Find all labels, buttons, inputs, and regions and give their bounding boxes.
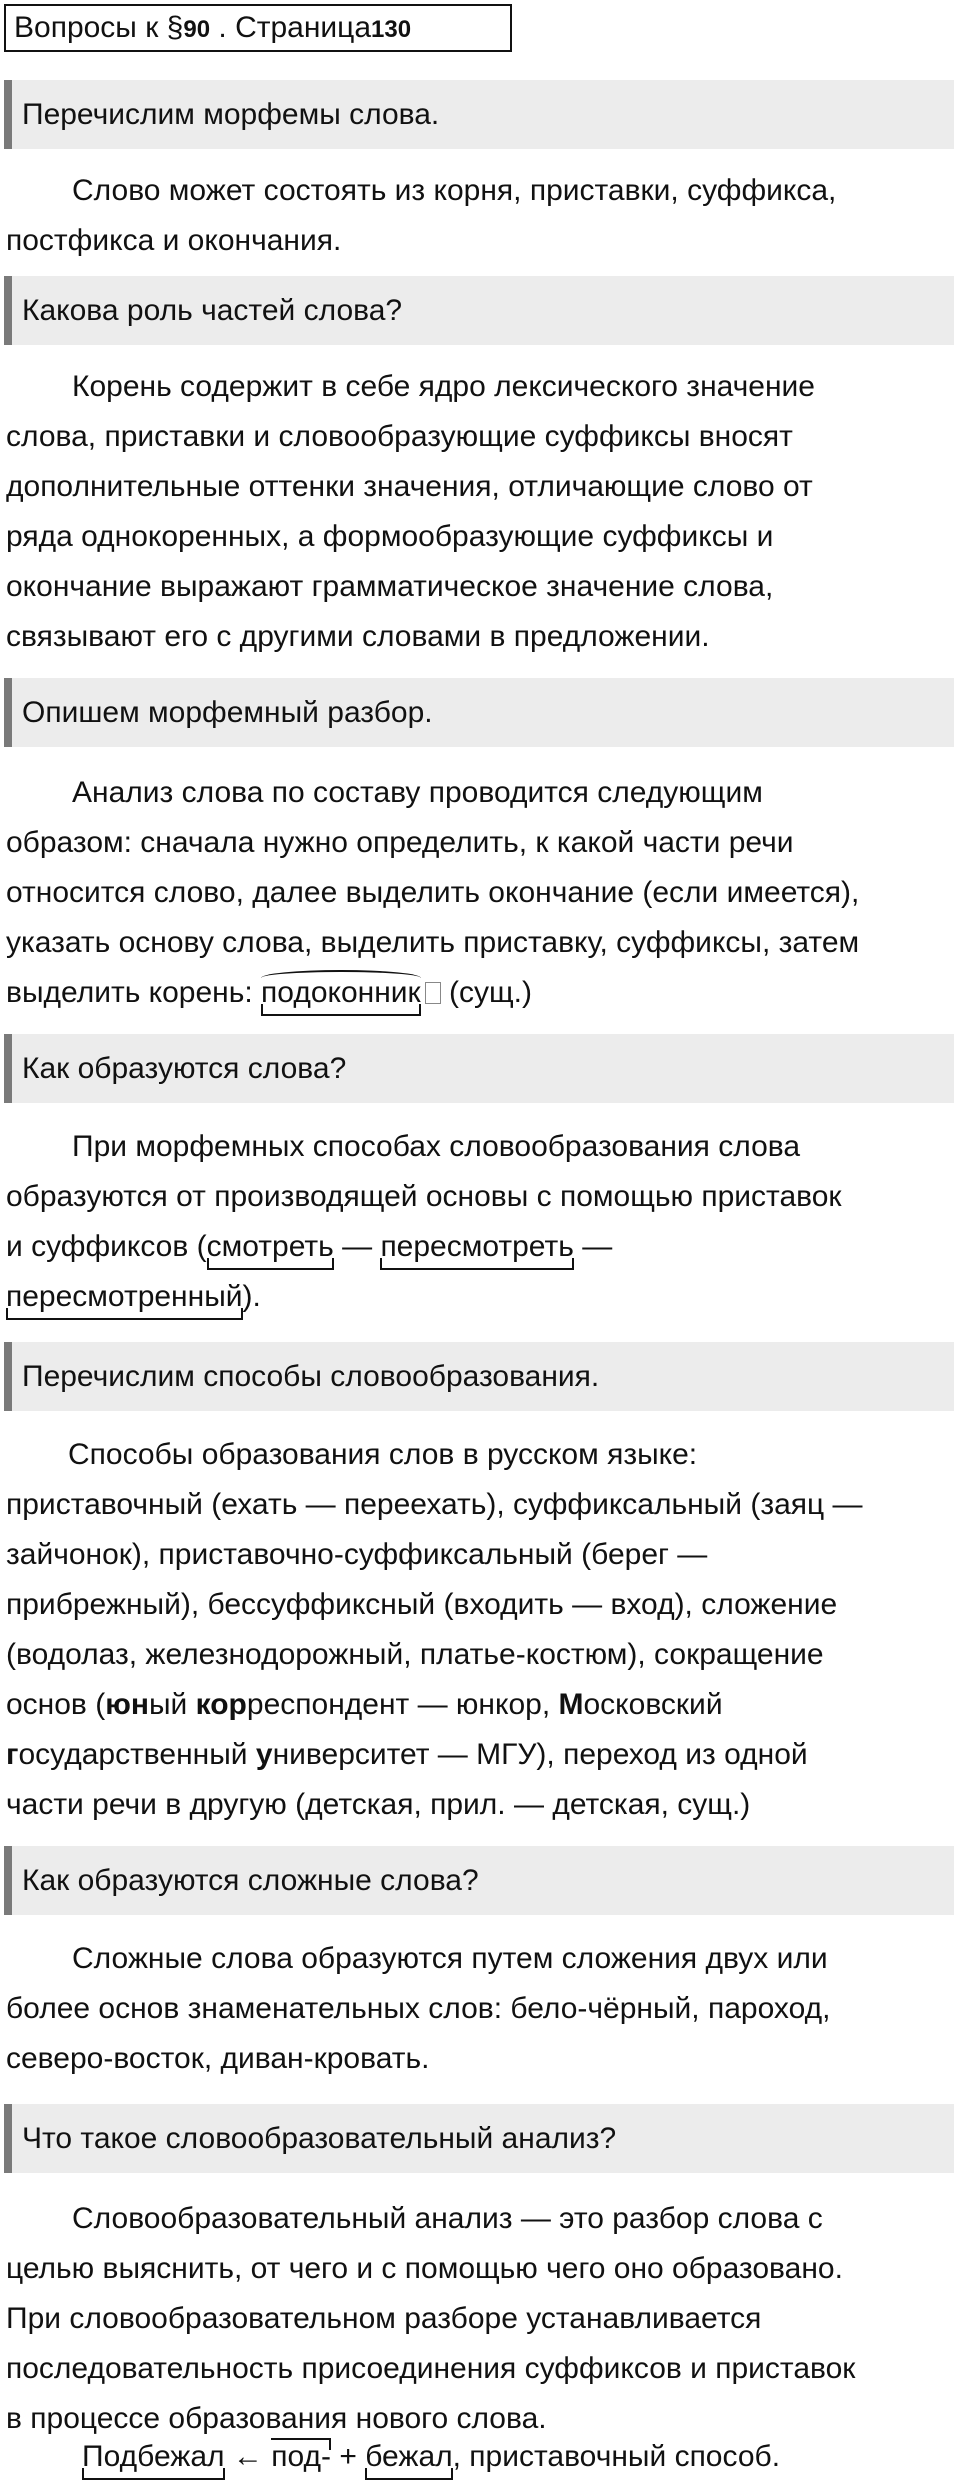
text-fragment: — — [333, 1230, 381, 1263]
text-fragment: (сущ.) — [440, 976, 533, 1009]
bold-fragment: М — [558, 1688, 584, 1721]
example-word: смотреть — [207, 1222, 334, 1272]
null-ending-icon — [425, 982, 441, 1004]
text-fragment: осударственный — [18, 1738, 256, 1771]
text-fragment: ый — [148, 1688, 196, 1721]
text-line: указать основу слова, выделить приставку, суффиксы, затем — [6, 926, 860, 959]
question-heading: Опишем морфемный разбор. — [4, 678, 954, 747]
text-line: (водолаз, железнодорожный, платье-костюм), сокращение — [6, 1638, 824, 1671]
text-line — [6, 1222, 954, 1272]
text-fragment: осковский — [583, 1688, 723, 1721]
text-line — [6, 968, 954, 1018]
text-line: прибрежный), бессуффиксный (входить — вход), сложение — [6, 1588, 838, 1621]
arrow-fragment: ← — [224, 2440, 272, 2473]
answer-paragraph — [6, 1122, 954, 1322]
text-line: целью выяснить, от чего и с помощью чего оно образовано. — [6, 2252, 843, 2285]
text-line: окончание выражают грамматическое значение слова, — [6, 570, 774, 603]
answer-paragraph — [6, 2194, 954, 2444]
header-prefix: Вопросы к § — [14, 11, 184, 44]
text-line: последовательность присоединения суффиксов и приставок — [6, 2352, 856, 2385]
question-heading: Перечислим способы словообразования. — [4, 1342, 954, 1411]
answer-paragraph — [6, 362, 954, 662]
text-line: части речи в другую (детская, прил. — детская, сущ.) — [6, 1788, 751, 1821]
bold-fragment: г — [6, 1738, 19, 1771]
text-line — [6, 1730, 954, 1780]
text-fragment: основ ( — [6, 1688, 106, 1721]
page-number: 130 — [371, 16, 412, 43]
text-line: более основ знаменательных слов: бело-чёрный, пароход, — [6, 1992, 831, 2025]
text-line: При морфемных способах словообразования слова — [72, 1130, 801, 1163]
section-number: 90 — [183, 16, 211, 43]
text-line — [6, 1680, 954, 1730]
text-line — [6, 1272, 954, 1322]
text-line: ряда однокоренных, а формообразующие суффиксы и — [6, 520, 774, 553]
text-line: Корень содержит в себе ядро лексического значение — [72, 370, 815, 403]
text-line: Словообразовательный анализ — это разбор слова с — [72, 2202, 823, 2235]
text-line: При словообразовательном разборе устанавливается — [6, 2302, 762, 2335]
text-line: дополнительные оттенки значения, отличающие слово от — [6, 470, 813, 503]
answer-paragraph — [6, 1430, 954, 1830]
text-fragment: ). — [242, 1280, 261, 1313]
derivation-example — [6, 2432, 954, 2482]
text-line: слова, приставки и словообразующие суффиксы вносят — [6, 420, 793, 453]
text-line: приставочный (ехать — переехать), суффиксальный (заяц — — [6, 1488, 863, 1521]
text-line: образом: сначала нужно определить, к какой части речи — [6, 826, 794, 859]
prefix-morpheme: под- — [271, 2432, 331, 2482]
text-fragment: ниверситет — МГУ), переход из одной — [272, 1738, 808, 1771]
morpheme-example-word — [261, 968, 421, 1018]
answer-paragraph — [6, 768, 954, 1018]
derived-word: Подбежал — [82, 2432, 225, 2482]
base-word: бежал — [365, 2432, 452, 2482]
text-fragment: респондент — юнкор, — [246, 1688, 559, 1721]
bold-fragment: юн — [105, 1688, 149, 1721]
answer-paragraph — [6, 1934, 954, 2084]
text-fragment: , приставочный способ. — [452, 2440, 781, 2473]
text-fragment: выделить корень: — [6, 976, 262, 1009]
text-line — [6, 2432, 954, 2482]
text-fragment: и суффиксов ( — [6, 1230, 207, 1263]
plus-fragment: + — [330, 2440, 366, 2473]
page-header — [4, 4, 512, 52]
bold-fragment: у — [255, 1738, 273, 1771]
text-line: относится слово, далее выделить окончание (если имеется), — [6, 876, 860, 909]
text-fragment: — — [573, 1230, 613, 1263]
header-middle: . Страница — [210, 11, 372, 44]
text-line: в процессе образования нового слова. — [6, 2402, 547, 2435]
text-line: зайчонок), приставочно-суффиксальный (берег — — [6, 1538, 708, 1571]
text-line: связывают его с другими словами в предложении. — [6, 620, 710, 653]
question-heading: Перечислим морфемы слова. — [4, 80, 954, 149]
question-heading: Что такое словообразовательный анализ? — [4, 2104, 954, 2173]
text-line: образуются от производящей основы с помощью приставок — [6, 1180, 842, 1213]
text-line: Способы образования слов в русском языке: — [68, 1438, 698, 1471]
example-word: пересмотренный — [6, 1272, 243, 1322]
bold-fragment: кор — [195, 1688, 247, 1721]
question-heading: Как образуются сложные слова? — [4, 1846, 954, 1915]
question-heading: Как образуются слова? — [4, 1034, 954, 1103]
example-word: пересмотреть — [380, 1222, 573, 1272]
text-line: постфикса и окончания. — [6, 224, 342, 257]
word-stem: подоконник — [261, 968, 421, 1018]
answer-paragraph — [6, 166, 954, 266]
text-line: Слово может состоять из корня, приставки, суффикса, — [72, 174, 837, 207]
question-heading: Какова роль частей слова? — [4, 276, 954, 345]
text-line: северо-восток, диван-кровать. — [6, 2042, 430, 2075]
text-line: Сложные слова образуются путем сложения двух или — [72, 1942, 828, 1975]
text-line: Анализ слова по составу проводится следующим — [72, 776, 763, 809]
